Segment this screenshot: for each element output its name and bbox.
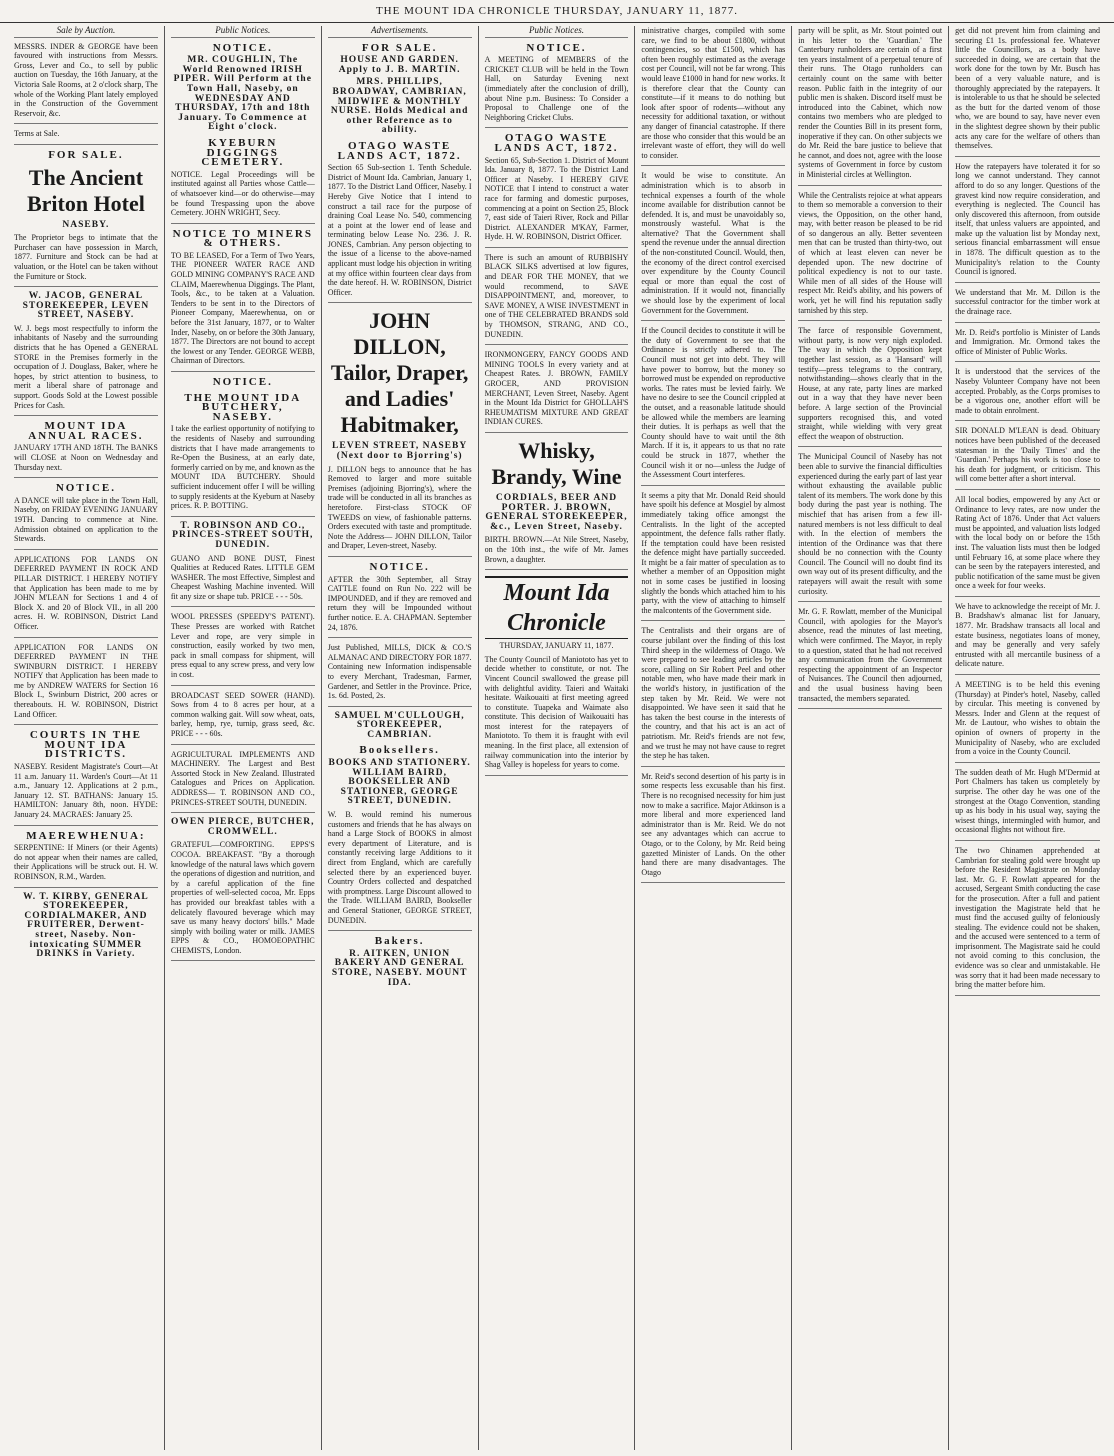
divider: [14, 477, 158, 478]
article-text: If the Council decides to constitute it will be the duty of Government to see that the Ordinance is strictly adhered to. The Council must not get into debt. They will have power to borrow, but the money so borrowed must be expended on reproductive works. The rates must be levied fairly. We have no desire to see the Council crippled at the outset, and a reasonable latitude should be allowed while the members are learning their duties. It is perhaps as well that the County should have to wait until the 8th March. If it is, it appears to us that no rate could be struck in 1877, whether the Council wish it or no—unless the Judge of the Assessment Court interferes.: [641, 326, 786, 480]
article-text: BROADCAST SEED SOWER (HAND). Sows from 4 to 8 acres per hour, at a common walking gait. Will sow wheat, oats, barley, hemp, rye, turnip, grass seed, &c. PRICE - - - 60s.: [170, 690, 315, 738]
article-text: It seems a pity that Mr. Donald Reid should have spoilt his defence at Mosgiel by almost immediately taking office amongst the Centralists. In the light of the accepted appointment, the defence falls rather flatly. If the temptation could have been resisted the defence might have partially succeeded. It might be a fair matter of speculation as to whether a member of an Opposition might not in some cases be justified in loosing slightly the bonds which attached him to his party, with the view of attaching to himself the malcontents of the Government side.: [641, 490, 786, 615]
divider: [14, 887, 158, 888]
divider: [798, 446, 942, 447]
divider: [955, 596, 1100, 597]
column-heading: Public Notices.: [485, 26, 629, 38]
divider: [171, 744, 315, 745]
divider: [641, 620, 785, 621]
notice-heading: NOTICE.: [526, 41, 587, 54]
divider: [485, 127, 629, 128]
article-text: JANUARY 17TH AND 18TH. The BANKS will CLOSE at Noon on Wednesday and Thursday next.: [14, 443, 158, 472]
divider: [955, 489, 1100, 490]
divider: [641, 320, 785, 321]
column-7: [949, 26, 1106, 1450]
column-3: [322, 26, 479, 1450]
article-text: The Centralists and their organs are of course jubilant over the finding of this lost Third sheep in the wilderness of Otago. We were prepared to see leading articles by the score, calling on Sir Robert Peel and other notable men, who have made their mark in the world's history, in justification of the step taken by Mr. Reid. We were not disappointed. We have seen it said that he has taken the best course in the interests of the country, and that his act is an act of patriotism. Mr. Reid's friends are not few, and we trust he may not have cause to regret the step he has taken.: [641, 626, 786, 761]
article-text: BIRTH. BROWN.—At Nile Street, Naseby, on the 10th inst., the wife of Mr. James Brown, a daughter.: [484, 535, 629, 564]
divider: [955, 282, 1100, 283]
article-text: How the ratepayers have tolerated it for so long we cannot understand. They cannot afford to do so any longer. Questions of the gravest kind now require consideration, and everything is neglected. The Council has only discovered this afternoon, from outside itself, that unless valuers are appointed, and make up the valuation list by Monday next, serious financial embarrassment will ensue in 1878. The difficult question as to the Municipality's relation to the County Council is ignored.: [955, 161, 1100, 277]
column-1: [8, 26, 165, 1450]
article-text: IRONMONGERY, FANCY GOODS AND MINING TOOLS In every variety and at Cheapest Rates. J. BROWN, FAMILY GROCER, AND PROVISION MERCHANT, Leven Street, Naseby. Agent in the Mount Ida District for GHOLLAH'S RHEUMATISM MIXTURE AND GREAT INDIAN CURES.: [484, 350, 629, 427]
divider: [14, 123, 158, 124]
notice-heading: OTAGO WASTE LANDS ACT, 1872.: [337, 139, 462, 162]
article-text: GRATEFUL—COMFORTING. EPPS'S COCOA. BREAKFAST. "By a thorough knowledge of the natural laws which govern the operations of digestion and nutrition, and by a careful application of the fine properties of well-selected cocoa, Mr. Epps has provided our breakfast tables with a delicately flavoured beverage which may save us many heavy doctors' bills." Made simply with boiling water or milk. JAMES EPPS & CO., HOMOEOPATHIC CHEMISTS, London.: [170, 840, 315, 955]
divider: [485, 432, 629, 433]
article-text: Mr. D. Reid's portfolio is Minister of Lands and Immigration. Mr. Ormond takes the office of Minister of Public Works.: [955, 327, 1100, 356]
divider: [955, 156, 1100, 157]
article-text: SIR DONALD M'LEAN is dead. Obituary notices have been published of the deceased statesman in the 'Daily Times' and the 'Guardian.' Perhaps his work is too close to his death for judgment, or criticism. This will come better after a short interval.: [955, 426, 1100, 484]
article-text: party will be split, as Mr. Stout pointed out in his letter to the 'Guardian.' The Canterbury runholders are certain of a first ten years instalment of a perpetual tenure of their runs. The Otago runholders can certainly count on the same with better reason. Public faith in the integrity of our public men is shaken. Discord itself must be introduced into the Cabinet, which now contains two members who are pledged to render the Counties Bill in its present form, inoperative if they can. On other subjects we do Mr. Reid the bare justice to believe that he cannot, and does not, agree with the loose systems of Government in force by custom in Ministerial circles at Wellington.: [798, 26, 943, 179]
article-text: Section 65 Sub-section 1. Tenth Schedule. District of Mount Ida. Cambrian, January 1, 1877. To the District Land Officer, Naseby. I Hereby Give Notice that I intend to construct a tail race for the purpose of draining Coal Lease No. 540, commencing at a point at the lower end of lease and terminating below Lease No. 236. J. R. JONES, Cambrian. Any person objecting to the issue of a license to the above-named applicant must lodge his objection in writing at my office within fourteen clear days from the date hereof. H. W. ROBINSON, District Officer.: [327, 163, 472, 297]
article-text: While the Centralists rejoice at what appears to them so memorable a conversion to their views, the Opposition, on the other hand, may, with better reason be pleased to be rid of so dangerous an ally. Better seventeen men that can be trusted than thirty-two, out of which at least eleven can never be depended upon. The new doctrine of political expediency is not to our taste. While men of all sides of the House will respect Mr. Reid's ability, and his powers of work, yet he will find his reputation sadly tarnished by this step.: [798, 190, 943, 315]
article-text: TO BE LEASED, For a Term of Two Years, THE PIONEER WATER RACE AND GOLD MINING COMPANY'S RACE AND CLAIM, Maerewhenua Diggings. The Plant, Tools, &c., to be taken at a Valuation. Tenders to be sent in to the Directors of Pioneer Company, Maerewhenua, on or before the 31st January, 1877, or to Walter Inder, Naseby, on or before the 30th January, 1877. The Directors are not bound to accept the lowest or any Tender. GEORGE WEBB, Chairman of Directors.: [170, 250, 315, 366]
column-heading: Advertisements.: [328, 26, 472, 38]
divider: [641, 766, 785, 767]
column-4: [479, 26, 636, 1450]
divider: [14, 549, 158, 550]
divider: [798, 708, 942, 709]
divider: [14, 286, 158, 287]
divider: [641, 882, 785, 883]
advert-title: Whisky, Brandy, Wine: [491, 437, 622, 489]
notice-heading: THE MOUNT IDA BUTCHERY, NASEBY.: [184, 391, 302, 423]
notice-heading: NOTICE.: [55, 482, 116, 495]
article-text: APPLICATION FOR LANDS ON DEFERRED PAYMENT IN THE SWINBURN DISTRICT. I HEREBY NOTIFY that Application has been made to me by ANDREW WATERS for Section 16 Block I., Swinburn District, 200 acres or thereabouts. H. W. ROBINSON, District Land Officer.: [14, 642, 158, 719]
divider: [485, 344, 629, 345]
masthead-title: Mount Ida Chronicle: [485, 576, 629, 639]
divider: [14, 144, 158, 145]
notice-heading: MAEREWHENUA:: [26, 829, 146, 842]
notice-heading: NOTICE.: [369, 560, 430, 573]
article-text: Section 65, Sub-Section 1. District of Mount Ida. January 8, 1877. To the District Land Officer at Naseby. I HEREBY GIVE NOTICE that I intend to construct a water race for farming and domestic purposes, commencing at a point on Section 25, Block 7, east side of Taieri River, Rock and Pillar District. ALEXANDER M'KAY, Farmer, Hyde. H. W. ROBINSON, District Officer.: [484, 155, 629, 242]
divider: [485, 775, 629, 776]
article-text: APPLICATIONS FOR LANDS ON DEFERRED PAYMENT IN ROCK AND PILLAR DISTRICT. I HEREBY NOTIFY that Application has been made to me by JOHN M'LEAN for Sections 1 and 4 of Block X. and 20 of Block VII., in all 200 acres. H. W. ROBINSON, District Land Officer.: [14, 554, 158, 631]
article-text: A MEETING is to be held this evening (Thursday) at Pinder's hotel, Naseby, called by circular. This meeting is convened by Messrs. Inder and Glenn at the request of Mr. de Lautour, who wishes to obtain the opinion of owners of property in the Municipality of Naseby, who are excluded from a voice in the County Council.: [955, 680, 1100, 757]
advert-block: T. ROBINSON AND CO., PRINCES-STREET SOUTH, DUNEDIN.: [172, 520, 314, 550]
advert-title: JOHN DILLON, Tailor, Draper, and Ladies' Habitmaker,: [330, 308, 469, 438]
advert-block: W. JACOB, GENERAL STOREKEEPER, LEVEN STREET, NASEBY.: [22, 291, 150, 321]
divider: [955, 420, 1100, 421]
article-text: The two Chinamen apprehended at Cambrian for stealing gold were brought up before the Resident Magistrate on Monday last. Mr. G. F. Rowlatt appeared for the accused, Sergeant Smith conducting the case for the prosecution. After a full and patient investigation the Magistrate held that he must find the accused guilty of feloniously stealing. The evidence could not be shaken, and the accused were sentenced to a term of imprisonment. The Magistrate said he could not avoid coming to this conclusion, the evidence was so clear and unmistakable. He was sorry that it had been made necessary to bring the matter before him.: [955, 845, 1100, 990]
divider: [328, 637, 472, 638]
column-2: [165, 26, 322, 1450]
masthead-date: THURSDAY, JANUARY 11, 1877.: [499, 641, 614, 651]
divider: [328, 302, 472, 303]
divider: [955, 762, 1100, 763]
article-text: AGRICULTURAL IMPLEMENTS AND MACHINERY. The Largest and Best Assorted Stock in New Zealand. Illustrated Catalogues and Prices on Application. ADDRESS— T. ROBINSON AND CO., PRINCES-STREET SOUTH, DUNEDIN.: [170, 749, 315, 807]
advert-block: MRS. PHILLIPS, BROADWAY, CAMBRIAN, MIDWIFE & MONTHLY NURSE. Holds Medical and other Reference as to ability.: [330, 77, 469, 136]
divider: [798, 185, 942, 186]
divider: [171, 606, 315, 607]
article-text: We have to acknowledge the receipt of Mr. J. B. Bradshaw's almanac list for January, 1877. Mr. Bradshaw transacts all local and estate business, negotiates loans of money, and may be generally and very safely entrusted with all mercantile business of a delicate nature.: [955, 601, 1100, 669]
article-text: The farce of responsible Government, without party, is now very nigh exploded. The way in which the Opposition kept together last session, as a 'Hansard' will testify—press telegrams to the contrary, notwithstanding—shows clearly that in the House, at any rate, party lines are marked out in a way that they have never been before. A large section of the Provincial supporters recognised this, and voted straight, while wielding with very great effect the weapon of obstruction.: [798, 326, 943, 441]
article-text: The County Council of Maniototo has yet to decide whether to constitute, or not. The Vincent Council swallowed the grease pill with delightful avidity. Taieri and Waitaki hesitate. Waikouaiti at first meeting agreed to constitute. Tuapeka and Waimate also constitute. This decision of Waikouaiti has most interest for the ratepayers of Maniototo. To them it is fraught with evil meaning. In the first place, all extension of railway communication into the interior by Shag Valley is hopeless for years to come.: [484, 654, 629, 770]
divider: [955, 322, 1100, 323]
divider: [171, 812, 315, 813]
advert-block: W. T. KIRBY, GENERAL STOREKEEPER, CORDIALMAKER, AND FRUITERER, Derwent-street, Naseby. Non-intoxicating SUMMER DRINKS in Variety.: [23, 891, 149, 960]
divider: [171, 223, 315, 224]
article-text: WOOL PRESSES (SPEEDY'S PATENT). These Presses are worked with Ratchet Lever and rope, are very simple in construction, easily worked by two men, pack in small compass for shipment, will press equal to any screw press, and very low in cost.: [170, 612, 315, 680]
article-text: Just Published, MILLS, DICK & CO.'S ALMANAC AND DIRECTORY FOR 1877. Containing new Information indispensable to every Merchant, Tradesman, Farmer, Gardener, and Settler in the Province. Price, 1s. 6d. Posted, 2s.: [327, 643, 472, 701]
article-text: get did not prevent him from claiming and securing £1 1s. professional fee. Whatever little the Councillors, as a body have succeeded in doing, we are certain that the work done for the town by Mr. Busch has been of a very valuable nature, and is thoroughly appreciated by the ratepayers. It is intolerable to us that he should be selected as the butt for the darted venom of those who, we are bound to say, have never even in the slightest degree shown by their public acts any care for the welfare of others than themselves.: [955, 26, 1100, 151]
article-text: Mr. Reid's second desertion of his party is in some respects less excusable than his first. There is no recognised necessity for him just now to make a sacrifice. Major Atkinson is a more liberal and more experienced land administrator than is Mr. Reid. We do not see any advantages which can accrue to Otago, or to the Colony, by Mr. Reid being gazetted Minister of Lands. On the other hand there are many disadvantages. The Otago: [641, 771, 786, 877]
article-text: It is understood that the services of the Naseby Volunteer Company have not been accepted. Probably, as the Corps promises to be a vigorous one, another effort will be made to obtain enrolment.: [955, 367, 1100, 415]
advert-block: NASEBY.: [62, 219, 110, 230]
advert-title: The Ancient Briton Hotel: [26, 164, 145, 216]
article-text: NOTICE. Legal Proceedings will be instituted against all Parties whose Cattle—of whatsoever kind—or do otherwise—may be found Trespassing upon the above Cemetery. JOHN WRIGHT, Secy.: [170, 169, 315, 218]
divider: [955, 840, 1100, 841]
advert-block: R. AITKEN, UNION BAKERY AND GENERAL STORE, NASEBY. MOUNT IDA.: [331, 948, 468, 988]
advert-block: LEVEN STREET, NASEBY (Next door to Bjorring's): [332, 441, 468, 462]
article-text: Terms at Sale.: [14, 129, 60, 139]
divider: [171, 685, 315, 686]
page-header: THE MOUNT IDA CHRONICLE THURSDAY, JANUARY 11, 1877.: [0, 0, 1114, 23]
advert-block: OWEN PIERCE, BUTCHER, CROMWELL.: [171, 817, 315, 837]
divider: [14, 637, 158, 638]
divider: [328, 706, 472, 707]
advert-block: SAMUEL M'CULLOUGH, STOREKEEPER, CAMBRIAN.: [334, 710, 465, 740]
divider: [14, 724, 158, 725]
column-heading: Sale by Auction.: [14, 26, 158, 38]
article-text: SERPENTINE: If Miners (or their Agents) do not appear when their names are called, their Applications will be struck out. H. W. ROBINSON, R.M., Warden.: [14, 843, 158, 881]
divider: [798, 320, 942, 321]
advert-block: BOOKS AND STATIONERY. WILLIAM BAIRD, BOOKSELLER AND STATIONER, GEORGE STREET, DUNEDIN.: [328, 758, 471, 807]
article-text: A MEETING of MEMBERS of the CRICKET CLUB will be held in the Town Hall, on Saturday Evening next (immediately after the conclusion of drill), about Nine p.m. Business: To Consider a Proposal to Challenge one of the Neighboring Cricket Clubs.: [484, 55, 629, 122]
article-text: Mr. G. F. Rowlatt, member of the Municipal Council, with apologies for the Mayor's absence, read the minutes of last meeting, which were confirmed. The Mayor, in reply to a question, stated that he had not received any communication from the Government respecting the appointment of an Inspector of Nuisances. The Council then adjourned, and the usual business having been transacted, the members separated.: [798, 607, 943, 703]
article-text: A DANCE will take place in the Town Hall, Naseby, on FRIDAY EVENING JANUARY 19TH. Dancing to commence at Nine. Admission obtained on application to the Stewards.: [14, 495, 158, 544]
article-text: I take the earliest opportunity of notifying to the residents of Naseby and surrounding districts that I have made arrangements to Re-Open the Business, at an early date, formerly carried on by me, and known as the MOUNT IDA BUTCHERY. Should sufficient inducement offer I will be willing to supply residents at the Kyeburn at Naseby prices. R. P. BOTTING.: [170, 424, 315, 511]
notice-heading: FOR SALE.: [361, 41, 438, 54]
divider: [171, 371, 315, 372]
divider: [955, 674, 1100, 675]
divider: [955, 995, 1100, 996]
divider: [641, 485, 785, 486]
divider: [171, 516, 315, 517]
article-text: There is such an amount of RUBBISHY BLACK SILKS advertised at low figures, and DEAR FOR THE MONEY, that we would recommend, to SAVE DISAPPOINTMENT, and, moreover, to SAVE MONEY, A WISE INVESTMENT in one of THE CELEBRATED BRANDS sold by THOMSON, STRANG, AND CO., DUNEDIN.: [484, 252, 629, 339]
article-text: GUANO AND BONE DUST, Finest Qualities at Reduced Rates. LITTLE GEM WASHER. The most Effective, Simplest and Cheapest Washing Machine invented. Will fit any size or shape tub. PRICE - - - 50s.: [170, 553, 315, 601]
notice-heading: MOUNT IDA ANNUAL RACES.: [28, 420, 144, 442]
notice-heading: FOR SALE.: [48, 148, 124, 161]
notice-heading: NOTICE.: [212, 376, 273, 388]
divider: [171, 960, 315, 961]
column-5: [635, 26, 792, 1450]
article-text: We understand that Mr. M. Dillon is the successful contractor for the timber work at the drainage race.: [955, 287, 1100, 317]
notice-heading: KYEBURN DIGGINGS CEMETERY.: [201, 136, 285, 169]
notice-heading: NOTICE TO MINERS & OTHERS.: [172, 227, 313, 250]
columns-container: [8, 26, 1106, 1450]
article-text: J. DILLON begs to announce that he has Removed to larger and more suitable Premises (adjoining Bjorring's), where the trade will be conducted in all its branches as heretofore. First-class STOCK OF TWEEDS on view, of fashionable patterns. Orders executed with taste and promptitude. Note the Address— JOHN DILLON, Tailor and Draper, Leven-street, Naseby.: [327, 464, 472, 551]
notice-heading: Bakers.: [374, 935, 425, 948]
article-text: MESSRS. INDER & GEORGE have been favoured with instructions from Messrs. Gross, Lever and Co., to sell by public auction on Tuesday, the 16th January, at the Victoria Sale Rooms, at 2 o'clock sharp, The whole of the Working Plant lately employed in the Construction of the Government Reservoir, &c.: [14, 41, 158, 118]
article-text: All local bodies, empowered by any Act or Ordinance to levy rates, are now under the Rating Act of 1876. Under that Act valuers must be appointed, and valuation lists lodged with the local body on or before the 15th inst. The valuation lists must then be lodged until February 16, at some place where they can be seen by the ratepayers interested, and public notification of the same must be given once a week for four weeks.: [955, 494, 1100, 591]
divider: [14, 415, 158, 416]
article-text: NASEBY. Resident Magistrate's Court—At 11 a.m. January 11. Warden's Court—At 11 a.m., January 12. Applications at 2 p.m., January 12. ST. BATHANS: January 15. HAMILTON: January 8th, noon. HYDE: January 24. MACRAES: January 25.: [14, 762, 158, 819]
notice-heading: COURTS IN THE MOUNT IDA DISTRICTS.: [29, 729, 143, 761]
column-heading: Public Notices.: [171, 26, 315, 38]
article-text: AFTER the 30th September, all Stray CATTLE found on Run No. 222 will be IMPOUNDED, and if they are removed and return they will be Impounded without further notice. E. A. CHAPMAN. September 24, 1876.: [327, 574, 472, 632]
divider: [328, 930, 472, 931]
article-text: The Proprietor begs to intimate that the Purchaser can have possession in March, 1877. Furniture and Stock can be had at valuation, or the Hotel can be taken without the Furniture or Stock.: [14, 233, 158, 281]
notice-heading: NOTICE.: [212, 41, 273, 54]
column-6: [792, 26, 949, 1450]
notice-heading: OTAGO WASTE LANDS ACT, 1872.: [494, 132, 619, 154]
article-text: It would be wise to constitute. An administration which is to absorb in technical expenses a fourth of the whole income available for distribution cannot be defended. It is, and must be unavoidably so, monstrously wasteful. What is the alternative? That the Government shall spend the revenue under the annual direction of the non-constituted Council. Would, then, the economy of the direct control exercised over expenditure by the County Council equal or more than equal the cost of administration. If it would not, financially we should lose by the experiment of local Government for the Government.: [641, 171, 786, 315]
article-text: ministrative charges, compiled with some care, we find to be about £1800, without contingencies, so that £1500, which has often been roughly estimated as the average cost per Council, will not be far wrong. This would leave £1000 in hand for new works. It is therefore clear that the County can constitute—if it means to do nothing but look after spoor of rodents—without any necessity for additional taxation, or without any danger of financial catastrophe. If there are those who consider that this would be an irrelevant waste of effort, they will do well to consider.: [641, 26, 786, 160]
divider: [485, 247, 629, 248]
article-text: W. J. begs most respectfully to inform the inhabitants of Naseby and the surrounding districts that he has Opened a GENERAL STORE in the Premises formerly in the occupation of J. Douglass, Baker, where he hopes, by strict attention to business, to merit a liberal share of patronage and support. Goods Sold at the Lowest possible Prices for Cash.: [14, 323, 158, 410]
advert-block: HOUSE AND GARDEN. Apply to J. B. MARTIN.: [338, 55, 461, 75]
advert-block: CORDIALS, BEER AND PORTER. J. BROWN, GENERAL STOREKEEPER, &c., Leven Street, Naseby.: [485, 492, 628, 532]
notice-heading: Booksellers.: [359, 744, 440, 757]
article-text: The sudden death of Mr. Hugh M'Dermid at Port Chalmers has taken us completely by surprise. The other day he was one of the strongest at the Otago Convention, standing up as his body in his usual way, saying the wisest things, intermingled with humor, and occasional flights not without fire.: [955, 767, 1100, 835]
article-text: The Municipal Council of Naseby has not been able to survive the financial difficulties experienced during the early part of last year without exhausting the available public talent of its members. The work done by this body during the past year is nothing. The mischief that has arisen from a few ill-natured members is not less difficult to deal with. In the election of members the intention of the Ordinance was that there should be no connection with the County Council. The Council will no doubt find its own way out of its present difficulty, and the ratepayers will await the result with some curiosity.: [798, 452, 943, 596]
divider: [328, 556, 472, 557]
article-text: W. B. would remind his numerous customers and friends that he has always on hand a Large Stock of BOOKS in almost every department of Literature, and is constantly receiving large Additions to it direct from England, which are carefully selected there by an experienced buyer. Country Orders collected and despatched with promptness. Large Discount allowed to the Trade. WILLIAM BAIRD, Bookseller and General Stationer, GEORGE STREET, DUNEDIN.: [327, 810, 472, 925]
divider: [485, 569, 629, 570]
divider: [641, 165, 785, 166]
divider: [955, 361, 1100, 362]
divider: [14, 825, 158, 826]
divider: [798, 601, 942, 602]
advert-block: MR. COUGHLIN, The World Renowned IRISH PIPER. Will Perform at the Town Hall, Naseby, on WEDNESDAY AND THURSDAY, 17th and 18th January. To Commence at Eight o'clock.: [173, 55, 312, 133]
